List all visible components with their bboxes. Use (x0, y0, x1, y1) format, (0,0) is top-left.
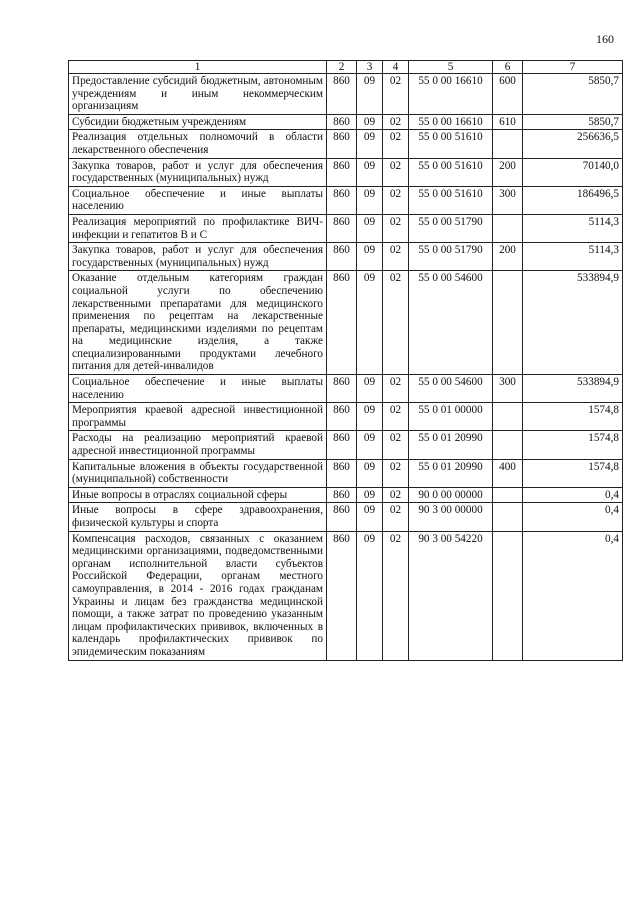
amount-cell: 5114,3 (523, 243, 623, 271)
expense-type-cell: 610 (493, 114, 523, 130)
subsection-code-cell: 02 (383, 503, 409, 531)
header-cell-4: 4 (383, 61, 409, 74)
expense-type-cell (493, 531, 523, 660)
subsection-code-cell: 02 (383, 403, 409, 431)
subsection-code-cell: 02 (383, 186, 409, 214)
section-code-cell: 09 (357, 375, 383, 403)
target-article-cell: 55 0 01 20990 (409, 431, 493, 459)
grbs-code-cell: 860 (327, 114, 357, 130)
amount-cell: 533894,9 (523, 271, 623, 375)
grbs-code-cell: 860 (327, 271, 357, 375)
table-row (69, 375, 623, 403)
subsection-code-cell: 02 (383, 487, 409, 503)
subsection-code-cell: 02 (383, 114, 409, 130)
amount-cell: 186496,5 (523, 186, 623, 214)
amount-cell: 1574,8 (523, 459, 623, 487)
amount-cell: 5850,7 (523, 74, 623, 115)
subsection-code-cell: 02 (383, 214, 409, 242)
header-row (69, 61, 623, 74)
table-row (69, 403, 623, 431)
header-cell-6: 6 (493, 61, 523, 74)
target-article-cell: 55 0 00 16610 (409, 114, 493, 130)
table-row (69, 158, 623, 186)
amount-cell: 1574,8 (523, 403, 623, 431)
grbs-code-cell: 860 (327, 403, 357, 431)
target-article-cell: 90 3 00 00000 (409, 503, 493, 531)
table-row (69, 186, 623, 214)
expense-type-cell: 600 (493, 74, 523, 115)
table-row (69, 130, 623, 158)
section-code-cell: 09 (357, 531, 383, 660)
amount-cell: 70140,0 (523, 158, 623, 186)
row-name-cell: Предоставление субсидий бюджетным, автономным учреждениям и иным некоммерческим организациям (69, 74, 327, 115)
target-article-cell: 55 0 00 54600 (409, 271, 493, 375)
grbs-code-cell: 860 (327, 158, 357, 186)
amount-cell: 0,4 (523, 487, 623, 503)
section-code-cell: 09 (357, 74, 383, 115)
amount-cell: 533894,9 (523, 375, 623, 403)
table-row (69, 459, 623, 487)
row-name-cell: Социальное обеспечение и иные выплаты населению (69, 186, 327, 214)
row-name-cell: Закупка товаров, работ и услуг для обеспечения государственных (муниципальных) нужд (69, 158, 327, 186)
section-code-cell: 09 (357, 114, 383, 130)
expense-type-cell: 400 (493, 459, 523, 487)
amount-cell: 1574,8 (523, 431, 623, 459)
row-name-cell: Иные вопросы в сфере здравоохранения, физической культуры и спорта (69, 503, 327, 531)
target-article-cell: 55 0 00 51610 (409, 130, 493, 158)
amount-cell: 5114,3 (523, 214, 623, 242)
grbs-code-cell: 860 (327, 130, 357, 158)
row-name-cell: Социальное обеспечение и иные выплаты населению (69, 375, 327, 403)
grbs-code-cell: 860 (327, 459, 357, 487)
target-article-cell: 90 0 00 00000 (409, 487, 493, 503)
expense-type-cell (493, 130, 523, 158)
row-name-cell: Субсидии бюджетным учреждениям (69, 114, 327, 130)
target-article-cell: 55 0 00 51790 (409, 214, 493, 242)
section-code-cell: 09 (357, 271, 383, 375)
subsection-code-cell: 02 (383, 271, 409, 375)
amount-cell: 5850,7 (523, 114, 623, 130)
section-code-cell: 09 (357, 130, 383, 158)
expense-type-cell: 200 (493, 158, 523, 186)
target-article-cell: 90 3 00 54220 (409, 531, 493, 660)
target-article-cell: 55 0 00 16610 (409, 74, 493, 115)
expense-type-cell (493, 214, 523, 242)
row-name-cell: Расходы на реализацию мероприятий краевой адресной инвестиционной программы (69, 431, 327, 459)
amount-cell: 0,4 (523, 531, 623, 660)
row-name-cell: Реализация мероприятий по профилактике ВИЧ-инфекции и гепатитов В и С (69, 214, 327, 242)
expense-type-cell (493, 271, 523, 375)
expense-type-cell: 200 (493, 243, 523, 271)
subsection-code-cell: 02 (383, 531, 409, 660)
table-row (69, 271, 623, 375)
table-row (69, 531, 623, 660)
expense-type-cell: 300 (493, 186, 523, 214)
target-article-cell: 55 0 00 54600 (409, 375, 493, 403)
expense-type-cell (493, 431, 523, 459)
page-number: 160 (596, 32, 614, 46)
grbs-code-cell: 860 (327, 186, 357, 214)
subsection-code-cell: 02 (383, 431, 409, 459)
section-code-cell: 09 (357, 459, 383, 487)
table-row (69, 243, 623, 271)
grbs-code-cell: 860 (327, 431, 357, 459)
subsection-code-cell: 02 (383, 158, 409, 186)
section-code-cell: 09 (357, 186, 383, 214)
header-cell-3: 3 (357, 61, 383, 74)
expense-type-cell (493, 403, 523, 431)
subsection-code-cell: 02 (383, 459, 409, 487)
amount-cell: 256636,5 (523, 130, 623, 158)
target-article-cell: 55 0 00 51610 (409, 158, 493, 186)
expense-type-cell: 300 (493, 375, 523, 403)
section-code-cell: 09 (357, 158, 383, 186)
row-name-cell: Компенсация расходов, связанных с оказанием медицинскими организациями, подведомственными органам исполнительной власти субъектов Российской Федерации, органам местного самоуправления, в 2014 - 2016 годах гражданам Украины и лицам без гражданства медицинской помощи, а также затрат по проведению указанным лицам профилактических прививок, включенных в календарь профилактических прививок по эпидемическим показаниям (69, 531, 327, 660)
header-cell-2: 2 (327, 61, 357, 74)
grbs-code-cell: 860 (327, 375, 357, 403)
header-cell-1: 1 (69, 61, 327, 74)
subsection-code-cell: 02 (383, 130, 409, 158)
table-row (69, 503, 623, 531)
section-code-cell: 09 (357, 243, 383, 271)
row-name-cell: Закупка товаров, работ и услуг для обеспечения государственных (муниципальных) нужд (69, 243, 327, 271)
subsection-code-cell: 02 (383, 243, 409, 271)
grbs-code-cell: 860 (327, 503, 357, 531)
table-row (69, 214, 623, 242)
target-article-cell: 55 0 00 51790 (409, 243, 493, 271)
subsection-code-cell: 02 (383, 375, 409, 403)
row-name-cell: Оказание отдельным категориям граждан социальной услуги по обеспечению лекарственными препаратами для медицинского применения по рецептам на лекарственные препараты, медицинскими изделиями по рецептам на медицинские изделия, а также специализированными продуктами лечебного питания для детей-инвалидов (69, 271, 327, 375)
header-cell-7: 7 (523, 61, 623, 74)
target-article-cell: 55 0 01 20990 (409, 459, 493, 487)
grbs-code-cell: 860 (327, 487, 357, 503)
row-name-cell: Капитальные вложения в объекты государственной (муниципальной) собственности (69, 459, 327, 487)
section-code-cell: 09 (357, 403, 383, 431)
section-code-cell: 09 (357, 487, 383, 503)
budget-table (68, 60, 623, 661)
table-row (69, 74, 623, 115)
section-code-cell: 09 (357, 431, 383, 459)
row-name-cell: Иные вопросы в отраслях социальной сферы (69, 487, 327, 503)
section-code-cell: 09 (357, 214, 383, 242)
target-article-cell: 55 0 00 51610 (409, 186, 493, 214)
grbs-code-cell: 860 (327, 74, 357, 115)
grbs-code-cell: 860 (327, 214, 357, 242)
grbs-code-cell: 860 (327, 531, 357, 660)
row-name-cell: Мероприятия краевой адресной инвестиционной программы (69, 403, 327, 431)
table-row (69, 487, 623, 503)
section-code-cell: 09 (357, 503, 383, 531)
target-article-cell: 55 0 01 00000 (409, 403, 493, 431)
row-name-cell: Реализация отдельных полномочий в области лекарственного обеспечения (69, 130, 327, 158)
grbs-code-cell: 860 (327, 243, 357, 271)
table-body (69, 74, 623, 661)
expense-type-cell (493, 487, 523, 503)
header-cell-5: 5 (409, 61, 493, 74)
table-row (69, 114, 623, 130)
amount-cell: 0,4 (523, 503, 623, 531)
expense-type-cell (493, 503, 523, 531)
table-row (69, 431, 623, 459)
subsection-code-cell: 02 (383, 74, 409, 115)
